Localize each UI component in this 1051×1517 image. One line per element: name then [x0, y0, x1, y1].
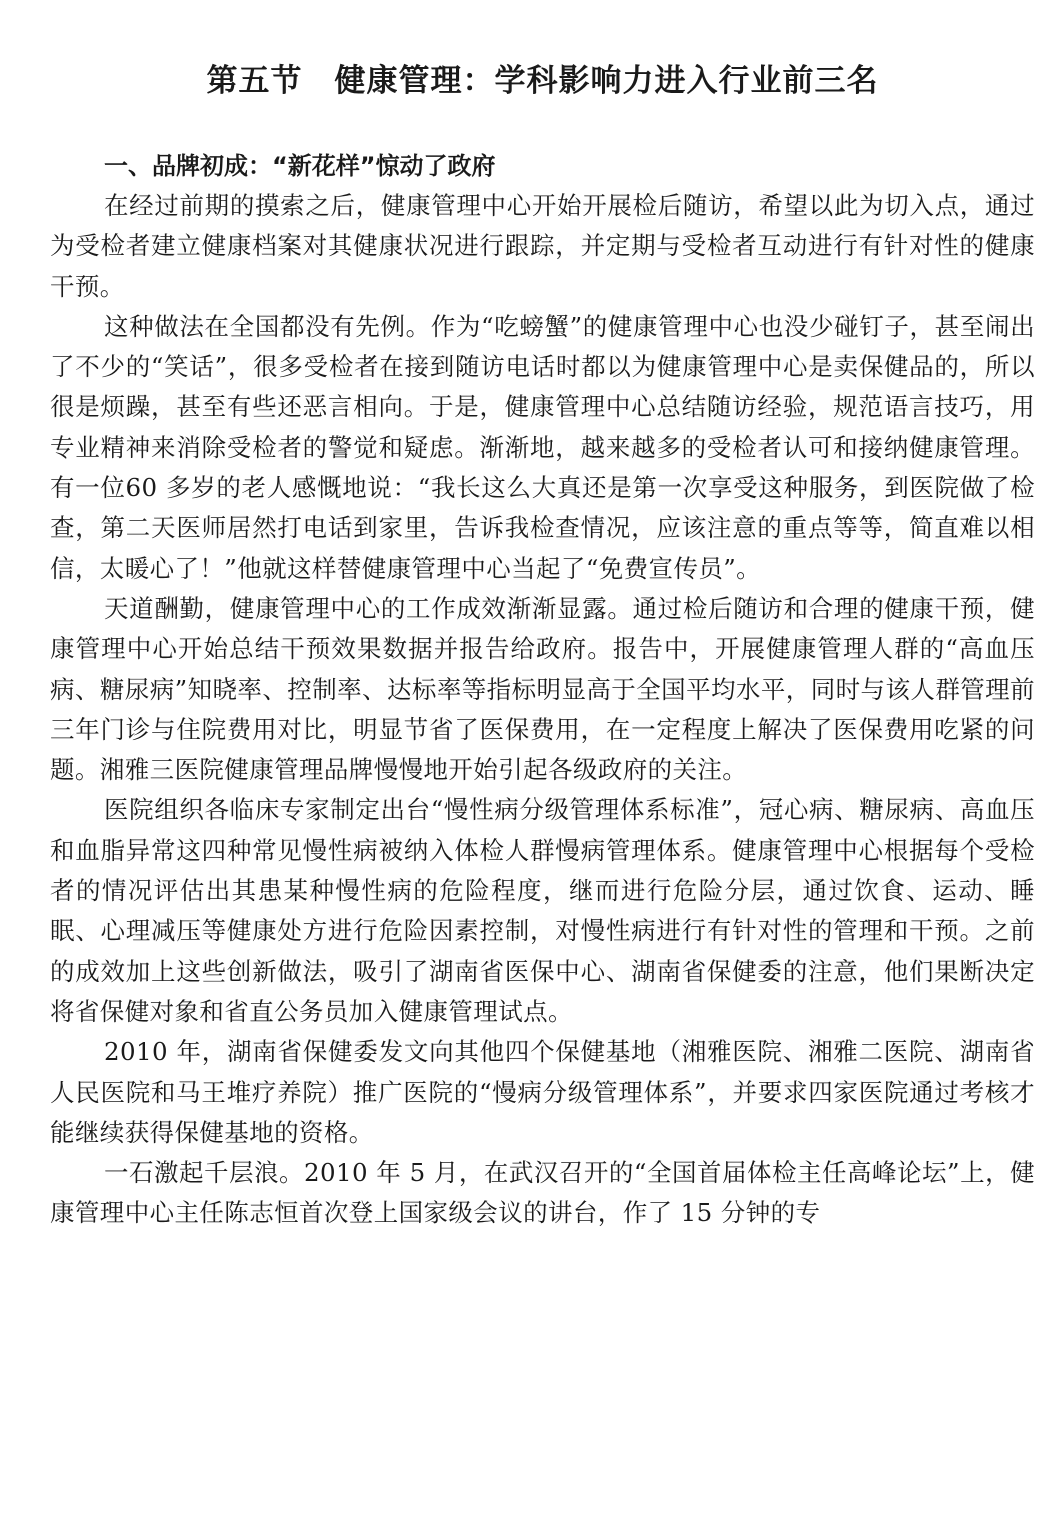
- document-page: [50, 60, 1035, 1234]
- paragraph-3: 天道酬勤，健康管理中心的工作成效渐渐显露。通过检后随访和合理的健康干预，健康管理中心开始总结干预效果数据并报告给政府。报告中，开展健康管理人群的“高血压病、糖尿病”知晓率、控制率、达标率等指标明显高于全国平均水平，同时与该人群管理前三年门诊与住院费用对比，明显节省了医保费用，在一定程度上解决了医保费用吃紧的问题。湘雅三医院健康管理品牌慢慢地开始引起各级政府的关注。: [50, 593, 1035, 785]
- paragraph-6: 一石激起千层浪。2010 年 5 月，在武汉召开的“全国首届体检主任高峰论坛”上，健康管理中心主任陈志恒首次登上国家级会议的讲台，作了 15 分钟的专: [50, 1158, 1035, 1228]
- paragraph-5: 2010 年，湖南省保健委发文向其他四个保健基地（湘雅医院、湘雅二医院、湖南省人民医院和马王堆疗养院）推广医院的“慢病分级管理体系”，并要求四家医院通过考核才能继续获得保健基地的资格。: [50, 1037, 1035, 1147]
- subsection-heading: 一、品牌初成：“新花样”惊动了政府: [104, 152, 496, 180]
- section-title: 第五节 健康管理：学科影响力进入行业前三名: [206, 63, 879, 99]
- paragraph-2: 这种做法在全国都没有先例。作为“吃螃蟹”的健康管理中心也没少碰钉子，甚至闹出了不少的“笑话”，很多受检者在接到随访电话时都以为健康管理中心是卖保健品的，所以很是烦躁，甚至有些还恶言相向。于是，健康管理中心总结随访经验，规范语言技巧，用专业精神来消除受检者的警觉和疑虑。渐渐地，越来越多的受检者认可和接纳健康管理。有一位60 多岁的老人感慨地说：“我长这么大真还是第一次享受这种服务，到医院做了检查，第二天医师居然打电话到家里，告诉我检查情况，应该注意的重点等等，简直难以相信，太暖心了！”他就这样替健康管理中心当起了“免费宣传员”。: [50, 311, 1035, 583]
- paragraph-1: 在经过前期的摸索之后，健康管理中心开始开展检后随访，希望以此为切入点，通过为受检者建立健康档案对其健康状况进行跟踪，并定期与受检者互动进行有针对性的健康干预。: [50, 191, 1035, 301]
- paragraph-4: 医院组织各临床专家制定出台“慢性病分级管理体系标准”，冠心病、糖尿病、高血压和血脂异常这四种常见慢性病被纳入体检人群慢病管理体系。健康管理中心根据每个受检者的情况评估出其患某种慢性病的危险程度，继而进行危险分层，通过饮食、运动、睡眠、心理减压等健康处方进行危险因素控制，对慢性病进行有针对性的管理和干预。之前的成效加上这些创新做法，吸引了湖南省医保中心、湖南省保健委的注意，他们果断决定将省保健对象和省直公务员加入健康管理试点。: [50, 795, 1035, 1026]
